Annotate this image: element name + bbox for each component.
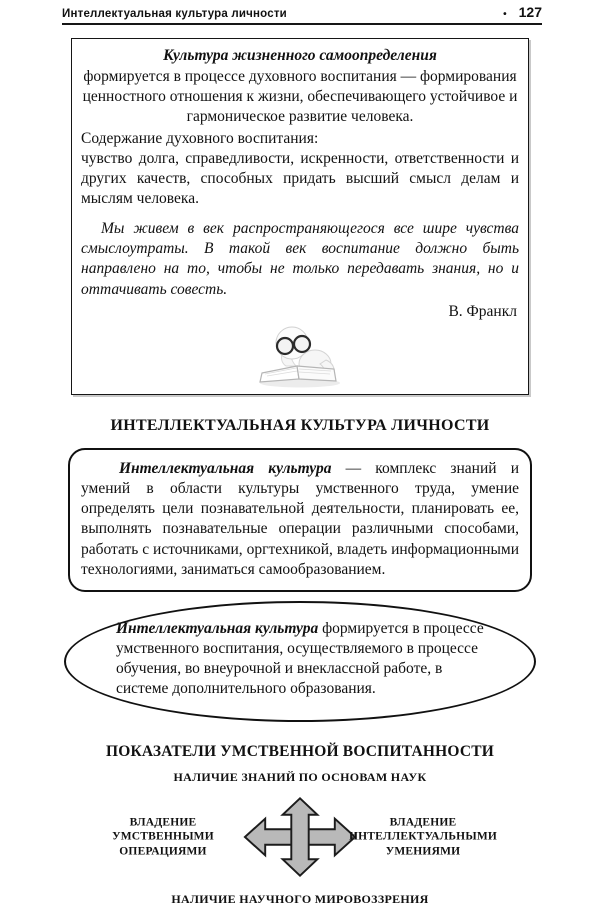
label-line: ОПЕРАЦИЯМИ: [119, 845, 207, 857]
content-body: чувство долга, справедливости, искренности, ответственности и других качеств, способных придать высший смысл делам и мыслям человека.: [81, 149, 519, 207]
running-title: Интеллектуальная культура личности: [62, 8, 287, 20]
page-number-block: [503, 4, 542, 20]
content-heading: Содержание духовного воспитания:: [81, 129, 319, 147]
label-line: УМСТВЕННЫМИ: [112, 830, 214, 843]
quote-author: В. Франкл: [448, 302, 517, 320]
figure-wrap: [81, 324, 519, 394]
left-label: [83, 815, 243, 858]
definition-term: Интеллектуальная культура: [119, 459, 332, 477]
intellectual-culture-definition: [81, 459, 519, 580]
label-line: ВЛАДЕНИЕ: [129, 816, 197, 829]
ellipse-body: формируется в процессе умственного воспитания, осуществляемого в процессе обучения, во внеурочной и внеклассной работе, в системе дополнительного образования.: [116, 620, 484, 698]
definition-box-intro: формируется в процессе духовного воспитания — формирования ценностного отношения к жизни, обеспечивающего устойчивое и гармоническое развитие человека.: [82, 68, 518, 126]
right-label: [333, 815, 513, 858]
formation-ellipse-text: [116, 619, 484, 700]
label-line: ВЛАДЕНИЕ: [389, 816, 457, 829]
definition-text: — комплекс знаний и умений в области культуры умственного труда, умение определять цели познавательной деятельности, планировать ее, выполнять познавательные операции различными способами, работать с источниками, оргтехникой, владеть информационными технологиями, заниматься самообразованием.: [81, 459, 519, 578]
reading-person-icon: [252, 324, 348, 388]
intellectual-culture-box: [68, 448, 532, 592]
indicators-diagram: [0, 795, 600, 879]
page-number: 127: [518, 4, 542, 20]
label-line: ИНТЕЛЛЕКТУАЛЬНЫМИ: [348, 830, 498, 843]
main-heading: ИНТЕЛЛЕКТУАЛЬНАЯ КУЛЬТУРА ЛИЧНОСТИ: [110, 416, 490, 434]
knowledge-label: НАЛИЧИЕ ЗНАНИЙ ПО ОСНОВАМ НАУК: [173, 769, 427, 784]
definition-box-title: Культура жизненного самоопределения: [163, 47, 437, 64]
ellipse-term: Интеллектуальная культура: [116, 620, 319, 638]
indicators-heading: ПОКАЗАТЕЛИ УМСТВЕННОЙ ВОСПИТАННОСТИ: [105, 742, 495, 760]
label-line: УМЕНИЯМИ: [385, 845, 461, 857]
page-header: [62, 4, 542, 25]
frankl-quote: Мы живем в век распространяющегося все шире чувства смыслоутраты. В такой век воспитание должно быть направлено на то, чтобы не только передавать знания, но и оттачивать совесть.: [81, 220, 519, 298]
formation-ellipse: [64, 601, 536, 722]
worldview-label: НАЛИЧИЕ НАУЧНОГО МИРОВОЗЗРЕНИЯ: [171, 891, 429, 906]
definition-box: [71, 38, 529, 395]
separator-dot-icon: •: [503, 9, 507, 20]
